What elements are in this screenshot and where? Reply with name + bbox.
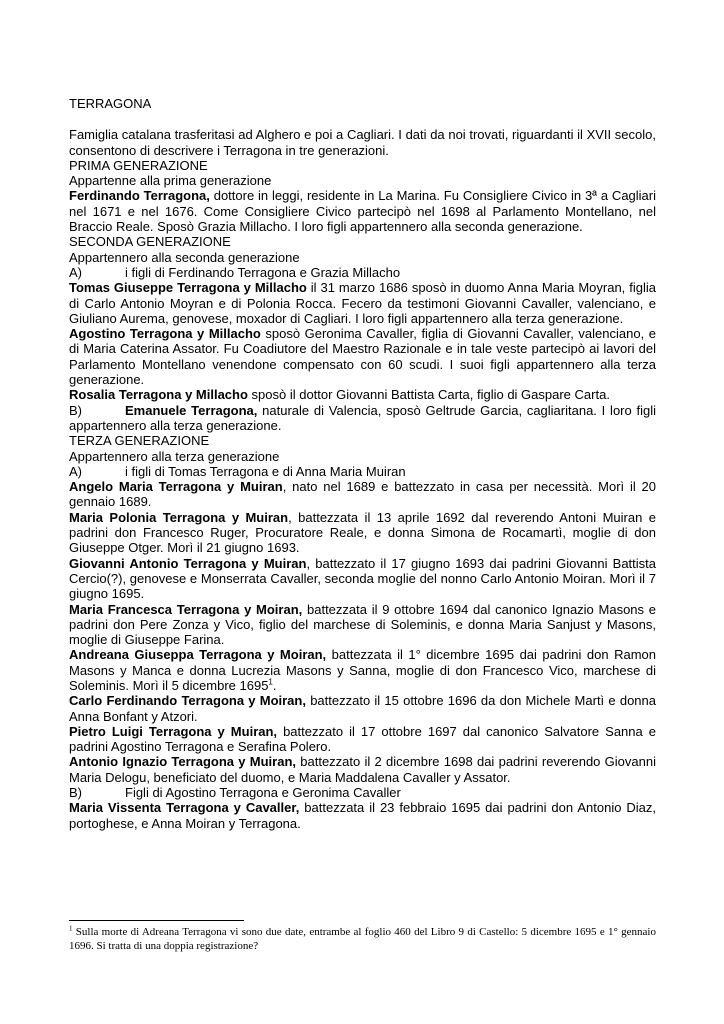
entry-name: Angelo Maria Terragona y Muiran — [69, 479, 283, 495]
entry-giovanni-antonio — [69, 556, 656, 602]
document-body — [69, 96, 656, 831]
entry-text: sposò il dottor Giovanni Battista Carta, figlio di Gaspare Carta. — [247, 387, 610, 403]
entry-ferdinando — [69, 188, 656, 234]
gen2-subheading: Appartennero alla seconda generazione — [69, 249, 300, 265]
entry-name: Carlo Ferdinando Terragona y Moiran, — [69, 693, 306, 709]
entry-text: battezzata il 9 ottobre 1694 dal canonico Ignazio Masons e padrini don Pere Zonza y Vico, figlio del marchese di Soleminis, e donna Maria Sanjust y Masons, moglie di Giuseppe Farina. — [69, 601, 656, 648]
gen3-group-a — [69, 464, 656, 479]
entry-name: Maria Polonia Terragona y Muiran — [69, 509, 289, 525]
entry-text: battezzata il 23 febbraio 1695 dai padrini don Antonio Diaz, portoghese, e Anna Moiran y Terragona. — [69, 800, 657, 831]
gen1-subheading: Appartenne alla prima generazione — [69, 173, 272, 189]
entry-text: sposò Geronima Cavaller, figlia di Giovanni Cavaller, valenciano, e di Maria Caterina Assator. Fu Coadiutore del Maestro Razionale e in tale veste partecipò ai lavori del Parlamento Montellano venendone compensato con 60 scudi. I suoi figli appartennero alla terza generazione. — [69, 326, 656, 388]
group-letter: A) — [69, 264, 82, 280]
entry-name: Antonio Ignazio Terragona y Muiran, — [69, 754, 296, 770]
entry-text: , battezzato il 17 giugno 1693 dai padrini Giovanni Battista Cercio(?), genovese e Monserrata Cavaller, seconda moglie del nonno Carlo Antonio Moiran. Morì il 7 giugno 1695. — [69, 555, 657, 602]
entry-text: naturale di Valencia, sposò Geltrude Garcia, cagliaritana. I loro figli appartennero alla terza generazione. — [69, 402, 656, 433]
group-text: Figli di Agostino Terragona e Geronima Cavaller — [125, 785, 401, 801]
footnote-reference[interactable]: 1 — [268, 677, 273, 687]
entry-text: , nato nel 1689 e battezzato in casa per necessità. Morì il 20 gennaio 1689. — [69, 479, 656, 510]
group-text: i figli di Ferdinando Terragona e Grazia Millacho — [125, 264, 401, 280]
gen1-heading: PRIMA GENERAZIONE — [69, 157, 208, 173]
footnote-marker: 1 — [69, 924, 73, 933]
footnote-divider — [69, 920, 244, 921]
gen3-heading: TERZA GENERAZIONE — [69, 433, 210, 449]
entry-name: Andreana Giuseppa Terragona y Moiran, — [69, 647, 327, 663]
entry-pietro-luigi — [69, 724, 656, 755]
entry-maria-vissenta — [69, 800, 656, 831]
entry-text: battezzato il 17 ottobre 1697 dal canonico Salvatore Sanna e padrini Agostino Terragona e Serafina Polero. — [69, 723, 657, 755]
entry-name: Maria Vissenta Terragona y Cavaller, — [69, 800, 300, 816]
entry-andreana: Andreana Giuseppa Terragona y Moiran, battezzata il 1° dicembre 1695 dai padrini don Ramon Masons y Manca e donna Lucrezia Masons y Sanna, moglie di don Francesco Vico, marchese di Soleminis. Morì il 5 dicembre 1695$^1$. — [69, 647, 656, 693]
document-title: TERRAGONA — [69, 96, 152, 111]
entry-name: Giovanni Antonio Terragona y Muiran — [69, 555, 307, 571]
entry-text: battezzato il 15 ottobre 1696 da don Michele Martì e donna Anna Bonfant y Atzori. — [69, 693, 656, 724]
gen2-group-b — [69, 403, 656, 434]
footnote — [69, 925, 656, 953]
gen3-group-b — [69, 785, 656, 800]
group-letter: B) — [69, 402, 82, 418]
entry-name: Tomas Giuseppe Terragona y Millacho — [69, 280, 307, 296]
entry-carlo-ferdinando — [69, 693, 656, 724]
footnote-text: Sulla morte di Adreana Terragona vi sono due date, entrambe al foglio 460 del Libro 9 di Castello: 5 dicembre 1695 e 1° gennaio 1696. Si tratta di una doppia registrazione? — [69, 926, 656, 952]
entry-rosalia — [69, 387, 656, 402]
gen3-subheading: Appartennero alla terza generazione — [69, 448, 280, 464]
entry-agostino — [69, 326, 656, 387]
gen2-group-a — [69, 265, 656, 280]
entry-text: , battezzata il 13 aprile 1692 dal reverendo Antoni Muiran e padrini don Francesco Ruger, Procuratore Reale, e donna Simona de Rocamartì, moglie di don Giuseppe Otger. Morì il 21 giugno 1693. — [69, 509, 656, 556]
group-letter: B) — [69, 785, 82, 801]
group-letter: A) — [69, 463, 82, 479]
entry-text: battezzato il 2 dicembre 1698 dai padrini reverendo Giovanni Maria Delogu, beneficiato del duomo, e Maria Maddalena Cavaller y Assator. — [69, 754, 656, 785]
entry-text: battezzata il 1° dicembre 1695 dai padrini don Ramon Masons y Manca e donna Lucrezia Masons y Sanna, moglie di don Francesco Vico, marchese di Soleminis. Morì il 5 dicembre 1695 — [69, 647, 656, 693]
entry-name: Ferdinando Terragona, — [69, 188, 210, 204]
entry-maria-francesca — [69, 602, 656, 648]
entry-name: Rosalia Terragona y Millacho — [69, 387, 248, 403]
entry-angelo — [69, 479, 656, 510]
entry-name: Agostino Terragona y Millacho — [69, 326, 261, 342]
gen2-heading: SECONDA GENERAZIONE — [69, 234, 231, 250]
entry-name: Maria Francesca Terragona y Moiran, — [69, 601, 303, 617]
entry-text: il 31 marzo 1686 sposò in duomo Anna Maria Moyran, figlia di Carlo Antonio Moyran e di Polonia Rocca. Fecero da testimoni Giovanni Cavaller, valenciano, e Giuliano Aurema, genovese, moxador di Cagliari. I loro figli appartennero alla terza generazione. — [69, 280, 656, 326]
entry-maria-polonia — [69, 510, 656, 556]
entry-antonio-ignazio — [69, 754, 656, 785]
entry-tomas — [69, 280, 656, 326]
group-text: i figli di Tomas Terragona e di Anna Maria Muiran — [125, 463, 406, 479]
entry-name: Pietro Luigi Terragona y Muiran, — [69, 723, 278, 739]
intro-paragraph: Famiglia catalana trasferitasi ad Alghero e poi a Cagliari. I dati da noi trovati, riguardanti il XVII secolo, consentono di descrivere i Terragona in tre generazioni. — [69, 127, 656, 158]
entry-text: dottore in leggi, residente in La Marina. Fu Consigliere Civico in 3ª a Cagliari nel 1671 e nel 1676. Come Consigliere Civico partecipò nel 1698 al Parlamento Montellano, nel Braccio Reale. Sposò Grazia Millacho. I loro figli appartennero alla seconda generazione. — [69, 188, 656, 235]
entry-name: Emanuele Terragona, — [125, 402, 258, 418]
